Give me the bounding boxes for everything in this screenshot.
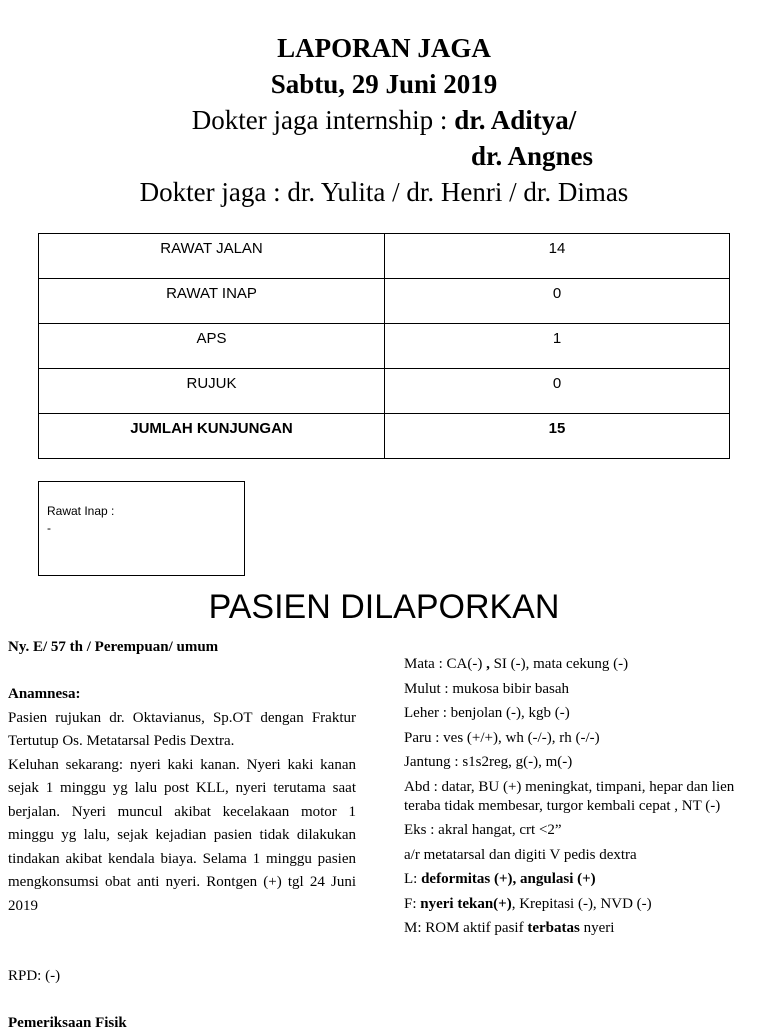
rawat-inap-value: - [47,521,51,535]
jaga-doctors-line: Dokter jaga : dr. Yulita / dr. Henri / dr. Dimas [139,177,629,207]
move-findings: nyeri [579,920,615,936]
section-title: PASIEN DILAPORKAN [208,588,560,626]
feel-findings: , Krepitasi (-), NVD (-) [511,895,652,912]
look-findings: deformitas (+), angulasi (+) [421,871,596,887]
table-row [39,324,730,369]
anamnesa-text: Pasien rujukan dr. Oktavianus, Sp.OT dengan Fraktur Tertutup Os. Metatarsal Pedis Dextra. [8,709,356,749]
row-value: 14 [385,234,730,279]
row-label: RAWAT INAP [39,279,385,324]
exam-move [404,919,756,938]
exam-paru: Paru : ves (+/+), wh (-/-), rh (-/-) [404,729,600,746]
exam-feel [404,895,756,914]
exam-jantung: Jantung : s1s2reg, g(-), m(-) [404,754,573,770]
intern-label: Dokter jaga internship : [191,105,455,135]
intern-doctor-line [0,102,768,138]
anamnesa-heading: Anamnesa: [8,686,81,702]
exam-mata [404,655,756,674]
mata-comma: , [486,656,490,672]
mata-text-a: Mata : CA(-) [404,656,487,672]
exam-eks: Eks : akral hangat, crt <2” [404,822,562,838]
exam-mulut: Mulut : mukosa bibir basah [404,680,569,697]
mata-text-b: SI (-), mata cekung (-) [489,656,629,672]
spacer [8,918,356,965]
move-prefix: M: ROM aktif pasif [404,920,528,936]
total-label: JUMLAH KUNJUNGAN [39,414,385,459]
table-row [39,234,730,279]
row-value: 1 [385,324,730,369]
rawat-inap-label: Rawat Inap : [47,504,115,518]
patient-identity: Ny. E/ 57 th / Perempuan/ umum [8,639,219,655]
rpd-line: RPD: (-) [8,968,61,984]
spacer [8,660,356,684]
physical-exam [404,655,756,944]
exam-look [404,870,756,889]
row-label: RAWAT JALAN [39,234,385,279]
keluhan-text: Keluhan sekarang: nyeri kaki kanan. Nyeri kaki kanan sejak 1 minggu yg lalu post KLL, nyeri terutama saat berjalan. Nyeri muncul akibat kecelakaan motor 1 minggu yg lalu, sejak kejadian pasien tidak dilakukan tindakan akibat kendala biaya. Selama 1 minggu pasien mengkonsumsi obat anti nyeri. Rontgen (+) tgl 24 Juni 2019 [8,756,356,914]
table-row [39,279,730,324]
exam-ar: a/r metatarsal dan digiti V pedis dextra [404,846,637,863]
feel-prefix: F: [404,895,421,912]
report-header [0,30,768,210]
total-row [39,414,730,459]
report-date: Sabtu, 29 Juni 2019 [270,69,498,99]
row-value: 0 [385,369,730,414]
look-prefix: L: [404,871,422,887]
patient-history [8,636,356,1036]
row-label: RUJUK [39,369,385,414]
rawat-inap-box [38,481,245,576]
report-title: LAPORAN JAGA [277,33,491,63]
table-row [39,369,730,414]
feel-findings-bold: nyeri tekan(+) [420,895,512,912]
move-findings-bold: terbatas [527,920,580,936]
intern-doctor-1: dr. Aditya/ [454,105,577,135]
visit-summary-table [38,233,730,459]
total-value: 15 [385,414,730,459]
row-label: APS [39,324,385,369]
pemeriksaan-heading: Pemeriksaan Fisik [8,1015,127,1031]
exam-leher: Leher : benjolan (-), kgb (-) [404,705,570,721]
exam-abd: Abd : datar, BU (+) meningkat, timpani, hepar dan lien teraba tidak membesar, turgor kembali cepat , NT (-) [404,778,735,814]
intern-doctor-2: dr. Angnes [470,141,594,171]
spacer [8,989,356,1013]
row-value: 0 [385,279,730,324]
